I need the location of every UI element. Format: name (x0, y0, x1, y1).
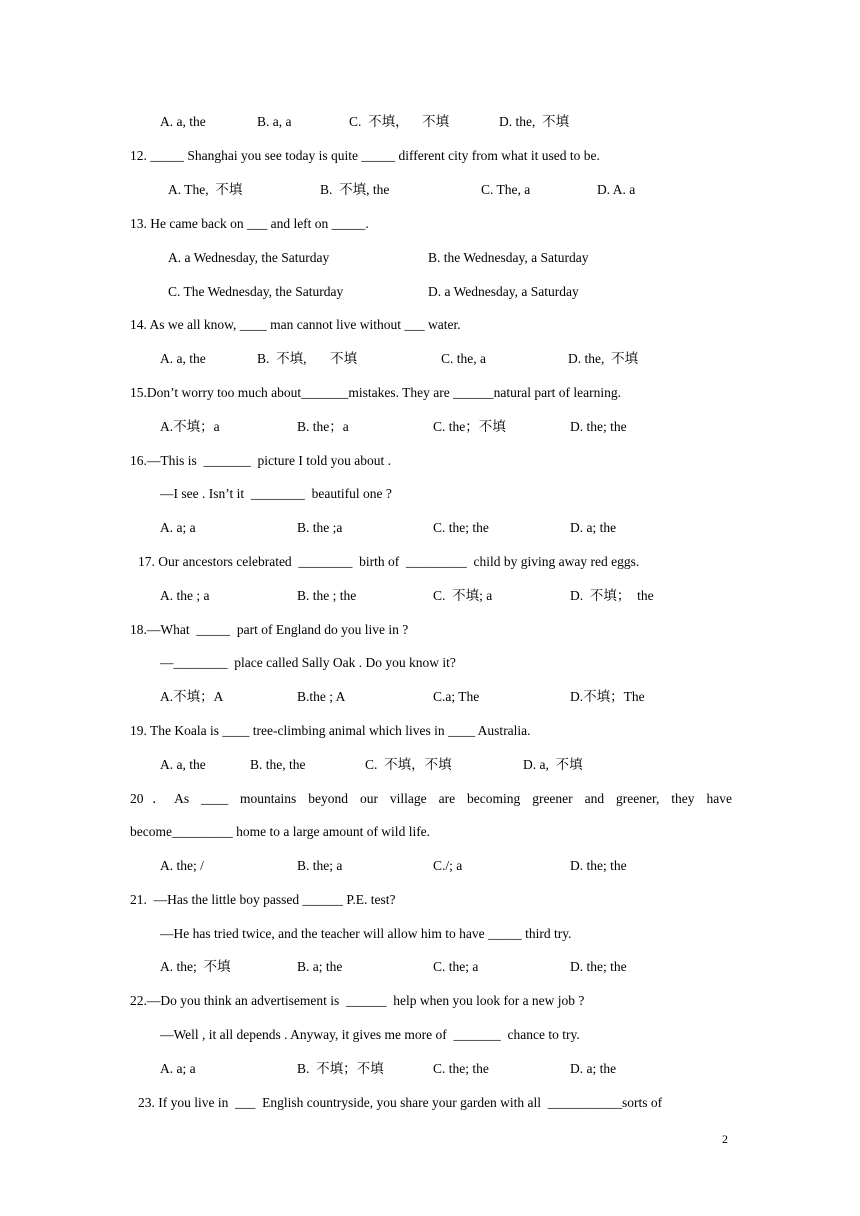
q21-option-a: A. the; 不填 (160, 959, 231, 974)
q16-option-b: B. the ;a (297, 520, 343, 535)
question-22-line-1: 22.—Do you think an advertisement is ______ help when you look for a new job ? (130, 993, 585, 1008)
q19-option-a: A. a, the (160, 757, 206, 772)
q11-option-c: C. 不填， 不填 (349, 114, 450, 129)
question-23: 23. If you live in ___ English countryside, you share your garden with all ___________sorts of (138, 1095, 663, 1110)
q20-option-b: B. the; a (297, 858, 343, 873)
q22-option-d: D. a; the (570, 1061, 617, 1076)
q16-option-a: A. a; a (160, 520, 196, 535)
q15-option-a: A.不填；a (160, 419, 220, 434)
q13-option-d: D. a Wednesday, a Saturday (428, 284, 579, 299)
q16-option-c: C. the; the (433, 520, 489, 535)
question-21-line-2: —He has tried twice, and the teacher will allow him to have _____ third try. (160, 926, 572, 941)
question-14: 14. As we all know, ____ man cannot live without ___ water. (130, 317, 461, 332)
q18-option-a: A.不填；A (160, 689, 224, 704)
q12-option-a: A. The, 不填 (168, 182, 243, 197)
question-16-line-1: 16.—This is _______ picture I told you about . (130, 453, 391, 468)
q14-option-d: D. the, 不填 (568, 351, 639, 366)
question-19: 19. The Koala is ____ tree-climbing animal which lives in ____ Australia. (130, 723, 531, 738)
q21-option-b: B. a; the (297, 959, 343, 974)
q21-option-d: D. the; the (570, 959, 627, 974)
page-number: 2 (722, 1132, 728, 1146)
question-15: 15.Don’t worry too much about_______mistakes. They are ______natural part of learning. (130, 385, 622, 400)
q12-option-d: D. A. a (597, 182, 636, 197)
q20-option-a: A. the; / (160, 858, 204, 873)
q11-option-d: D. the, 不填 (499, 114, 570, 129)
question-20-line-2: become_________ home to a large amount of wild life. (130, 824, 431, 839)
q19-option-b: B. the, the (250, 757, 306, 772)
q12-option-c: C. The, a (481, 182, 531, 197)
q13-option-c: C. The Wednesday, the Saturday (168, 284, 344, 299)
question-22-line-2: —Well , it all depends . Anyway, it gives me more of _______ chance to try. (160, 1027, 580, 1042)
q22-option-a: A. a; a (160, 1061, 196, 1076)
q13-option-b: B. the Wednesday, a Saturday (428, 250, 589, 265)
q19-option-d: D. a, 不填 (523, 757, 583, 772)
q22-option-b: B. 不填；不填 (297, 1061, 384, 1076)
q14-option-a: A. a, the (160, 351, 206, 366)
q15-option-d: D. the; the (570, 419, 627, 434)
question-18-line-2: —________ place called Sally Oak . Do you know it? (160, 655, 456, 670)
q17-option-a: A. the ; a (160, 588, 210, 603)
q21-option-c: C. the; a (433, 959, 479, 974)
q17-option-c: C. 不填; a (433, 588, 493, 603)
question-16-line-2: —I see . Isn’t it ________ beautiful one ? (160, 486, 392, 501)
q13-option-a: A. a Wednesday, the Saturday (168, 250, 330, 265)
q12-option-b: B. 不填, the (320, 182, 390, 197)
q15-option-c: C. the；不填 (433, 419, 506, 434)
q20-option-c: C./; a (433, 858, 463, 873)
q15-option-b: B. the；a (297, 419, 349, 434)
q19-option-c: C. 不填，不填 (365, 757, 452, 772)
q11-option-b: B. a, a (257, 114, 292, 129)
q16-option-d: D. a; the (570, 520, 617, 535)
question-17: 17. Our ancestors celebrated ________ birth of _________ child by giving away red eggs. (138, 554, 640, 569)
question-20-line-1: 20．As ____ mountains beyond our village are becoming greener and greener, they have (130, 791, 732, 806)
q17-option-d: D. 不填； the (570, 588, 654, 603)
question-21-line-1: 21. —Has the little boy passed ______ P.E. test? (130, 892, 396, 907)
q17-option-b: B. the ; the (297, 588, 357, 603)
q18-option-c: C.a; The (433, 689, 480, 704)
q18-option-b: B.the ; A (297, 689, 346, 704)
q18-option-d: D.不填；The (570, 689, 645, 704)
q20-option-d: D. the; the (570, 858, 627, 873)
question-13: 13. He came back on ___ and left on _____. (130, 216, 369, 231)
q14-option-b: B. 不填, 不填 (257, 351, 358, 366)
q11-option-a: A. a, the (160, 114, 206, 129)
question-18-line-1: 18.—What _____ part of England do you live in ? (130, 622, 409, 637)
question-12: 12. _____ Shanghai you see today is quite _____ different city from what it used to be. (130, 148, 600, 163)
q14-option-c: C. the, a (441, 351, 486, 366)
q22-option-c: C. the; the (433, 1061, 489, 1076)
